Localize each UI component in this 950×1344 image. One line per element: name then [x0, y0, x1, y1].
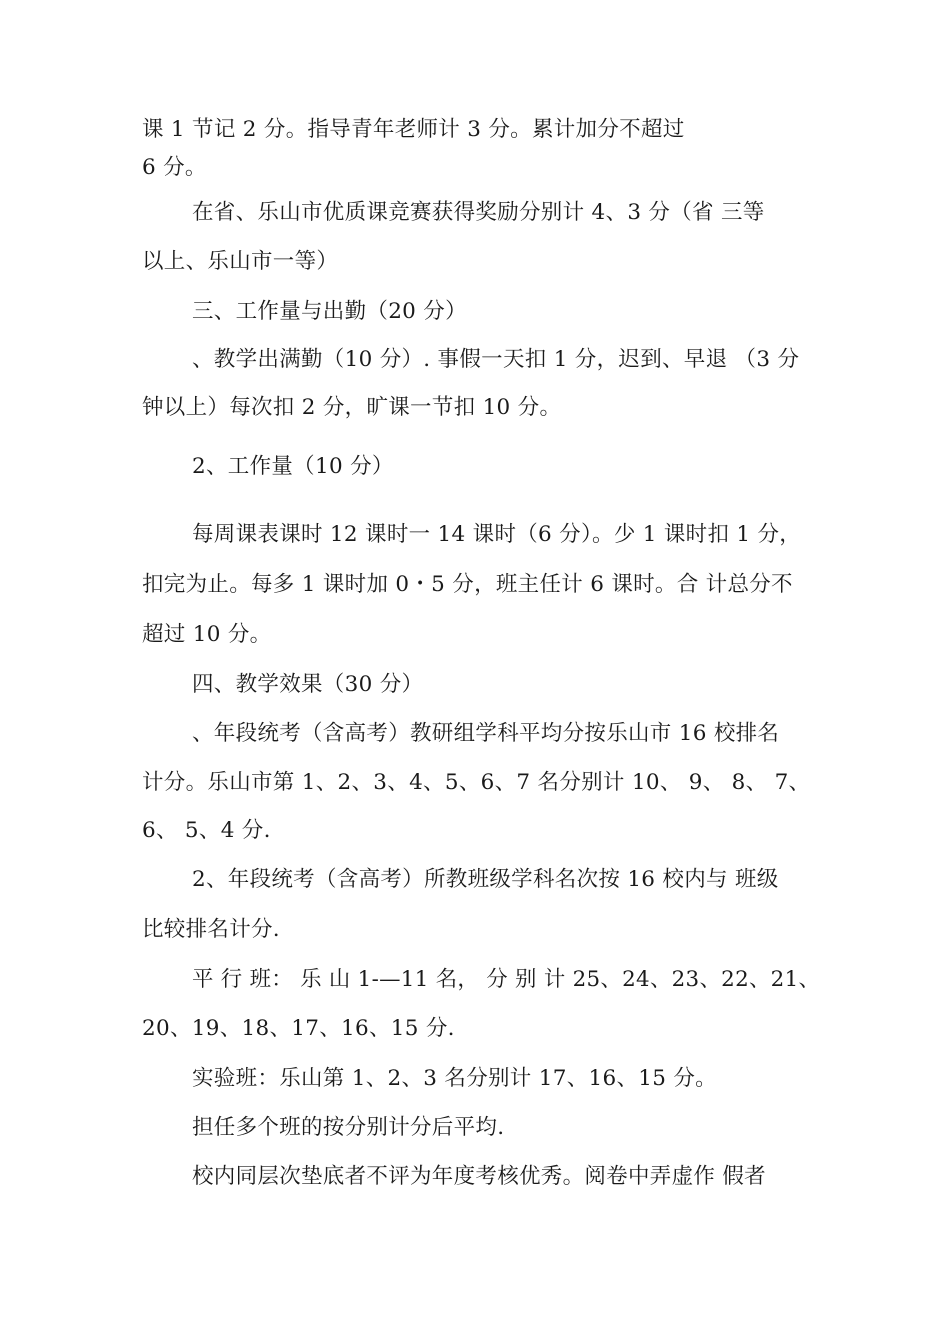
text-line-21: 担任多个班的按分别计分后平均. [192, 1115, 505, 1140]
text-line-9: 每周课表课时 12 课时一 14 课时（6 分）。少 1 课时扣 1 分， [192, 522, 802, 547]
text-line-4: 以上、乐山市一等） [142, 249, 339, 274]
text-line-6: 、教学出满勤（10 分）. 事假一天扣 1 分，迟到、早退 （3 分 [192, 347, 800, 372]
text-line-3: 在省、乐山市优质课竞赛获得奖励分别计 4、3 分（省 三等 [192, 200, 765, 225]
text-line-15: 6、 5、4 分. [142, 818, 271, 843]
text-line-16: 2、年段统考（含高考）所教班级学科名次按 16 校内与 班级 [192, 867, 779, 892]
text-line-17: 比较排名计分. [142, 917, 280, 942]
text-line-20: 实验班：乐山第 1、2、3 名分别计 17、16、15 分。 [192, 1066, 717, 1091]
text-line-1: 课 1 节记 2 分。指导青年老师计 3 分。累计加分不超过 [142, 117, 685, 142]
text-line-7: 钟以上）每次扣 2 分，旷课一节扣 10 分。 [142, 395, 562, 420]
section-heading-workload: 三、工作量与出勤（20 分） [192, 299, 467, 324]
text-line-18: 平 行 班： 乐 山 1-—11 名， 分 别 计 25、24、23、22、21、 [192, 967, 821, 992]
text-line-14: 计分。乐山市第 1、2、3、4、5、6、7 名分别计 10、 9、 8、 7、 [142, 770, 811, 795]
text-line-11: 超过 10 分。 [142, 622, 272, 647]
text-line-10: 扣完为止。每多 1 课时加 0・5 分，班主任计 6 课时。合 计总分不 [142, 572, 793, 597]
text-line-19: 20、19、18、17、16、15 分. [142, 1016, 455, 1041]
text-line-2: 6 分。 [142, 155, 207, 180]
section-heading-teaching-effect: 四、教学效果（30 分） [192, 672, 424, 697]
text-line-13: 、年段统考（含高考）教研组学科平均分按乐山市 16 校排名 [192, 721, 780, 746]
text-line-22: 校内同层次垫底者不评为年度考核优秀。阅卷中弄虚作 假者 [192, 1164, 766, 1189]
subheading-workload: 2、工作量（10 分） [192, 454, 394, 479]
